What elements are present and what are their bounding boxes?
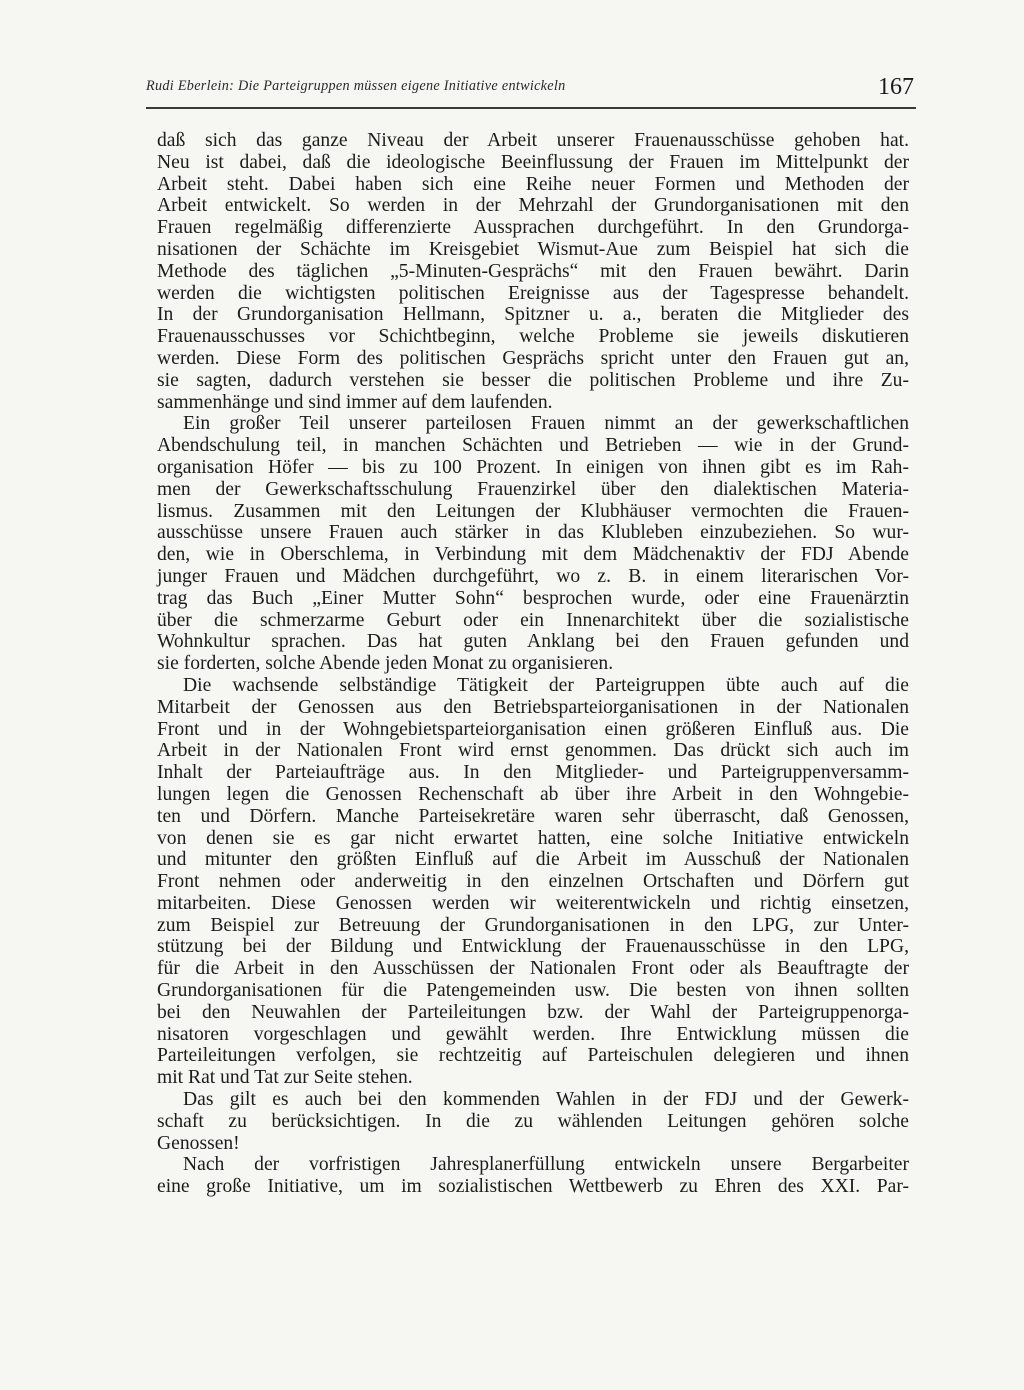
text-line: von denen sie es gar nicht erwartet hatten, eine solche Initiative entwickeln bbox=[157, 827, 909, 849]
text-line: Grundorganisationen für die Patengemeinden usw. Die besten von ihnen sollten bbox=[157, 980, 909, 1002]
text-line: Arbeit in der Nationalen Front wird ernst genommen. Das drückt sich auch im bbox=[157, 740, 909, 762]
text-line: Inhalt der Parteiaufträge aus. In den Mitglieder- und Parteigruppenversamm- bbox=[157, 762, 909, 784]
page-number: 167 bbox=[878, 74, 914, 100]
paragraph bbox=[157, 413, 909, 675]
header-rule bbox=[146, 107, 916, 109]
text-line: stützung bei der Bildung und Entwicklung der Frauenausschüsse in den LPG, bbox=[157, 936, 909, 958]
text-line: lismus. Zusammen mit den Leitungen der Klubhäuser vermochten die Frauen- bbox=[157, 500, 909, 522]
text-line: mitarbeiten. Diese Genossen werden wir weiterentwickeln und richtig einsetzen, bbox=[157, 892, 909, 914]
text-line: nisatoren vorgeschlagen und gewählt werden. Ihre Entwicklung müssen die bbox=[157, 1023, 909, 1045]
paragraph bbox=[157, 1154, 909, 1198]
text-line: Frauen regelmäßig differenzierte Aussprachen durchgeführt. In den Grundorga- bbox=[157, 217, 909, 239]
text-line: ten und Dörfern. Manche Parteisekretäre waren sehr überrascht, daß Genossen, bbox=[157, 805, 909, 827]
text-line: werden die wichtigsten politischen Ereignisse aus der Tagespresse behandelt. bbox=[157, 282, 909, 304]
paragraph bbox=[157, 675, 909, 1089]
text-line: sammenhänge und sind immer auf dem laufenden. bbox=[157, 391, 553, 413]
text-line: ausschüsse unsere Frauen auch stärker in das Klubleben einzubeziehen. So wur- bbox=[157, 522, 909, 544]
text-line: Front nehmen oder anderweitig in den einzelnen Ortschaften und Dörfern gut bbox=[157, 871, 909, 893]
text-line: zum Beispiel zur Betreuung der Grundorganisationen in den LPG, zur Unter- bbox=[157, 914, 909, 936]
text-line: Front und in der Wohngebietsparteiorganisation einen größeren Einfluß aus. Die bbox=[157, 718, 909, 740]
text-line: mit Rat und Tat zur Seite stehen. bbox=[157, 1067, 413, 1089]
text-line: Ein großer Teil unserer parteilosen Frauen nimmt an der gewerkschaftlichen bbox=[183, 413, 909, 435]
text-line: Methode des täglichen „5-Minuten-Gesprächs“ mit den Frauen bewährt. Darin bbox=[157, 260, 909, 282]
body-text bbox=[157, 130, 909, 1198]
text-line: werden. Diese Form des politischen Gesprächs spricht unter den Frauen gut an, bbox=[157, 347, 909, 369]
text-line: sie sagten, dadurch verstehen sie besser die politischen Probleme und ihre Zu- bbox=[157, 369, 909, 391]
text-line: trag das Buch „Einer Mutter Sohn“ besprochen wurde, oder eine Frauenärztin bbox=[157, 587, 909, 609]
paragraph bbox=[157, 130, 909, 413]
text-line: bei den Neuwahlen der Parteileitungen bzw. der Wahl der Parteigruppenorga- bbox=[157, 1001, 909, 1023]
text-line: In der Grundorganisation Hellmann, Spitzner u. a., beraten die Mitglieder des bbox=[157, 304, 909, 326]
text-line: Parteileitungen verfolgen, sie rechtzeitig auf Parteischulen delegieren und ihnen bbox=[157, 1045, 909, 1067]
text-line: men der Gewerkschaftsschulung Frauenzirkel über den dialektischen Materia- bbox=[157, 478, 909, 500]
paragraph bbox=[157, 1089, 909, 1154]
text-line: Nach der vorfristigen Jahresplanerfüllung entwickeln unsere Bergarbeiter bbox=[183, 1154, 909, 1176]
text-line: Abendschulung teil, in manchen Schächten und Betrieben — wie in der Grund- bbox=[157, 435, 909, 457]
page-header bbox=[146, 74, 916, 114]
text-line: Frauenausschusses vor Schichtbeginn, welche Probleme sie jeweils diskutieren bbox=[157, 326, 909, 348]
text-line: Das gilt es auch bei den kommenden Wahlen in der FDJ und der Gewerk- bbox=[183, 1089, 909, 1111]
text-line: schaft zu berücksichtigen. In die zu wählenden Leitungen gehören solche bbox=[157, 1110, 909, 1132]
text-line: organisation Höfer — bis zu 100 Prozent. In einigen von ihnen gibt es im Rah- bbox=[157, 456, 909, 478]
text-line: für die Arbeit in den Ausschüssen der Nationalen Front oder als Beauftragte der bbox=[157, 958, 909, 980]
running-head: Rudi Eberlein: Die Parteigruppen müssen eigene Initiative entwickeln bbox=[146, 78, 566, 94]
text-line: und mitunter den größten Einfluß auf die Arbeit im Ausschuß der Nationalen bbox=[157, 849, 909, 871]
text-line: Arbeit entwickelt. So werden in der Mehrzahl der Grundorganisationen mit den bbox=[157, 195, 909, 217]
text-line: Mitarbeit der Genossen aus den Betriebsparteiorganisationen in der Nationalen bbox=[157, 696, 909, 718]
text-line: sie forderten, solche Abende jeden Monat zu organisieren. bbox=[157, 653, 614, 675]
text-line: den, wie in Oberschlema, in Verbindung mit dem Mädchenaktiv der FDJ Abende bbox=[157, 544, 909, 566]
text-line: Arbeit steht. Dabei haben sich eine Reihe neuer Formen und Methoden der bbox=[157, 173, 909, 195]
text-line: über die schmerzarme Geburt oder ein Innenarchitekt über die sozialistische bbox=[157, 609, 909, 631]
text-line: junger Frauen und Mädchen durchgeführt, wo z. B. in einem literarischen Vor- bbox=[157, 565, 909, 587]
text-line: nisationen der Schächte im Kreisgebiet Wismut-Aue zum Beispiel hat sich die bbox=[157, 238, 909, 260]
text-line: Genossen! bbox=[157, 1132, 240, 1154]
text-line: Wohnkultur sprachen. Das hat guten Anklang bei den Frauen gefunden und bbox=[157, 631, 909, 653]
text-line: lungen legen die Genossen Rechenschaft ab über ihre Arbeit in den Wohngebie- bbox=[157, 783, 909, 805]
text-line: Die wachsende selbständige Tätigkeit der Parteigruppen übte auch auf die bbox=[183, 674, 909, 696]
text-line: daß sich das ganze Niveau der Arbeit unserer Frauenausschüsse gehoben hat. bbox=[157, 130, 909, 151]
text-line: Neu ist dabei, daß die ideologische Beeinflussung der Frauen im Mittelpunkt der bbox=[157, 151, 909, 173]
text-line: eine große Initiative, um im sozialistischen Wettbewerb zu Ehren des XXI. Par- bbox=[157, 1176, 909, 1198]
